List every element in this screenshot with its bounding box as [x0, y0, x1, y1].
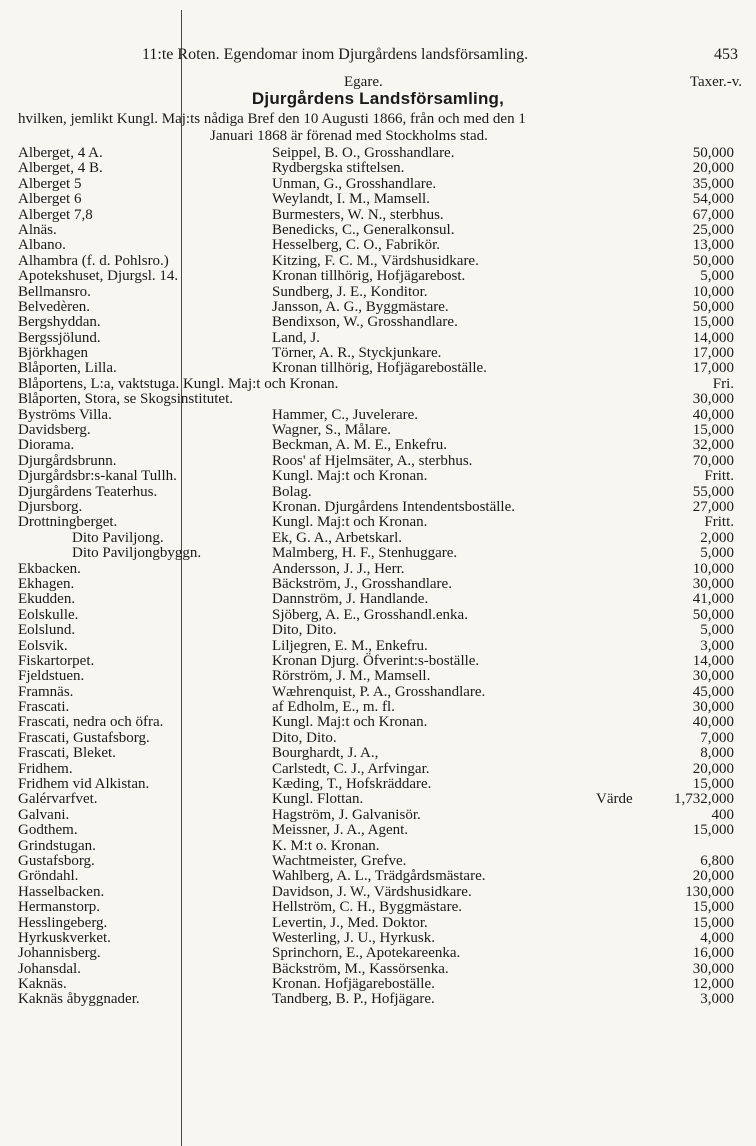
- property-name: Frascati, Gustafsborg.: [18, 729, 150, 746]
- owner-name: Levertin, J., Med. Doktor.: [272, 914, 428, 931]
- list-item: [0, 423, 756, 438]
- tax-value: 3,000: [700, 991, 734, 1008]
- property-name: Eolslund.: [18, 622, 76, 639]
- owner-name: Kungl. Maj:t och Kronan.: [272, 468, 428, 485]
- tax-value: 67,000: [692, 206, 734, 223]
- list-item: [0, 438, 756, 453]
- list-item: [0, 177, 756, 192]
- tax-value: 17,000: [692, 345, 734, 362]
- owner-name: Westerling, J. U., Hyrkusk.: [272, 929, 435, 946]
- tax-value: 54,000: [692, 191, 734, 208]
- owner-name: Roos' af Hjelmsäter, A., sterbhus.: [272, 452, 473, 469]
- property-name: Ekudden.: [18, 591, 76, 608]
- tax-value: 12,000: [692, 976, 734, 993]
- property-name: Galérvarfvet.: [18, 791, 98, 808]
- tax-value: 15,000: [692, 776, 734, 793]
- property-name: Gröndahl.: [18, 868, 79, 885]
- list-item: [0, 623, 756, 638]
- owner-name: Rörström, J. M., Mamsell.: [272, 668, 431, 685]
- property-name: Alberget 6: [18, 191, 82, 208]
- list-item: [0, 746, 756, 761]
- tax-value: 30,000: [692, 699, 734, 716]
- list-item: [0, 608, 756, 623]
- list-item: [0, 408, 756, 423]
- tax-value: 13,000: [692, 237, 734, 254]
- property-name: Alberget, 4 B.: [18, 160, 103, 177]
- tax-value: 50,000: [692, 606, 734, 623]
- tax-value: 30,000: [692, 668, 734, 685]
- list-item: [0, 654, 756, 669]
- owner-name: Kungl. Flottan.: [272, 791, 364, 808]
- tax-value: 1,732,000: [674, 791, 734, 808]
- tax-value: 35,000: [692, 175, 734, 192]
- property-name: Dito Paviljongbyggn.: [72, 545, 202, 562]
- running-head: [142, 46, 738, 68]
- property-name: Byströms Villa.: [18, 406, 112, 423]
- tax-value: 20,000: [692, 760, 734, 777]
- list-item: [0, 762, 756, 777]
- owner-name: Beckman, A. M. E., Enkefru.: [272, 437, 447, 454]
- owner-name: Hellström, C. H., Byggmästare.: [272, 899, 462, 916]
- owner-name: Hesselberg, C. O., Fabrikör.: [272, 237, 441, 254]
- property-name: Kaknäs åbyggnader.: [18, 991, 140, 1008]
- property-name: Alhambra (f. d. Pohlsro.): [18, 252, 169, 269]
- owner-name: Bourghardt, J. A.,: [272, 745, 379, 762]
- property-name: Blåportens, L:a, vaktstuga. Kungl. Maj:t och Kronan.: [18, 375, 339, 392]
- owner-name: Weylandt, I. M., Mamsell.: [272, 191, 430, 208]
- owner-name: Dito, Dito.: [272, 622, 337, 639]
- property-name: Galvani.: [18, 806, 70, 823]
- tax-value: 5,000: [700, 268, 734, 285]
- property-name: Frascati.: [18, 699, 70, 716]
- owner-name: Burmesters, W. N., sterbhus.: [272, 206, 444, 223]
- owner-name: Wagner, S., Målare.: [272, 422, 391, 439]
- owner-name: Malmberg, H. F., Stenhuggare.: [272, 545, 458, 562]
- tax-value: 5,000: [700, 622, 734, 639]
- running-head-title: 11:te Roten. Egendomar inom Djurgårdens landsförsamling.: [142, 46, 529, 63]
- tax-value: 14,000: [692, 652, 734, 669]
- tax-value: 3,000: [700, 637, 734, 654]
- property-name: Bergssjölund.: [18, 329, 101, 346]
- list-item: [0, 377, 756, 392]
- list-item: [0, 562, 756, 577]
- list-item: [0, 839, 756, 854]
- property-name: Djurgårdsbrunn.: [18, 452, 117, 469]
- value-note: Värde: [596, 791, 633, 808]
- property-name: Bergshyddan.: [18, 314, 101, 331]
- tax-value: 20,000: [692, 868, 734, 885]
- tax-value: 14,000: [692, 329, 734, 346]
- property-name: Frascati, nedra och öfra.: [18, 714, 164, 731]
- list-item: [0, 639, 756, 654]
- owner-column-heading: Egare.: [344, 74, 383, 90]
- tax-value: 27,000: [692, 498, 734, 515]
- owner-name: Sundberg, J. E., Konditor.: [272, 283, 428, 300]
- list-item: [0, 315, 756, 330]
- tax-value: 30,000: [692, 391, 734, 408]
- tax-value: 17,000: [692, 360, 734, 377]
- list-item: [0, 977, 756, 992]
- list-item: [0, 146, 756, 161]
- tax-value: Fri.: [712, 375, 734, 392]
- section-title: Djurgårdens Landsförsamling,: [251, 89, 505, 108]
- owner-name: K. M:t o. Kronan.: [272, 837, 380, 854]
- tax-value: 10,000: [692, 283, 734, 300]
- owner-name: Wæhrenquist, P. A., Grosshandlare.: [272, 683, 486, 700]
- list-item: [0, 931, 756, 946]
- owner-name: Benedicks, C., Generalkonsul.: [272, 221, 455, 238]
- owner-name: Rydbergska stiftelsen.: [272, 160, 405, 177]
- property-name: Kaknäs.: [18, 976, 67, 993]
- section-intro: [18, 111, 738, 145]
- list-item: [0, 854, 756, 869]
- property-name: Drottningberget.: [18, 514, 118, 531]
- property-name: Frascati, Bleket.: [18, 745, 116, 762]
- tax-value: 25,000: [692, 221, 734, 238]
- owner-name: Kronan. Djurgårdens Intendentsboställe.: [272, 498, 515, 515]
- list-item: [0, 361, 756, 376]
- tax-value: Fritt.: [704, 468, 734, 485]
- owner-name: Kungl. Maj:t och Kronan.: [272, 714, 428, 731]
- property-name: Alberget 7,8: [18, 206, 93, 223]
- list-item: [0, 808, 756, 823]
- owner-name: Dannström, J. Handlande.: [272, 591, 429, 608]
- owner-name: Andersson, J. J., Herr.: [272, 560, 405, 577]
- tax-value: 130,000: [685, 883, 734, 900]
- list-item: [0, 254, 756, 269]
- tax-value: 41,000: [692, 591, 734, 608]
- property-name: Blåporten, Lilla.: [18, 360, 117, 377]
- owner-name: Liljegren, E. M., Enkefru.: [272, 637, 428, 654]
- tax-value: 70,000: [692, 452, 734, 469]
- list-item: [0, 346, 756, 361]
- property-name: Framnäs.: [18, 683, 74, 700]
- tax-value: 5,000: [700, 545, 734, 562]
- owner-name: Jansson, A. G., Byggmästare.: [272, 298, 449, 315]
- property-name: Alberget 5: [18, 175, 82, 192]
- tax-value: 50,000: [692, 145, 734, 161]
- property-name: Dito Paviljong.: [72, 529, 164, 546]
- tax-value: 15,000: [692, 899, 734, 916]
- tax-value: 8,000: [700, 745, 734, 762]
- property-name: Björkhagen: [18, 345, 88, 362]
- property-name: Bellmansro.: [18, 283, 91, 300]
- list-item: [0, 669, 756, 684]
- owner-name: Kronan. Hofjägareboställe.: [272, 976, 435, 993]
- list-item: [0, 500, 756, 515]
- tax-value: 40,000: [692, 714, 734, 731]
- property-name: Diorama.: [18, 437, 75, 454]
- property-name: Hasselbacken.: [18, 883, 105, 900]
- owner-name: Tandberg, B. P., Hofjägare.: [272, 991, 435, 1008]
- list-item: [0, 469, 756, 484]
- list-item: [0, 208, 756, 223]
- owner-name: af Edholm, E., m. fl.: [272, 699, 395, 716]
- section-intro-line-2: Januari 1868 är förenad med Stockholms stad.: [210, 128, 488, 144]
- tax-value: 30,000: [692, 960, 734, 977]
- owner-name: Kungl. Maj:t och Kronan.: [272, 514, 428, 531]
- owner-name: Land, J.: [272, 329, 320, 346]
- property-name: Hermanstorp.: [18, 899, 101, 916]
- list-item: [0, 285, 756, 300]
- owner-name: Kronan tillhörig, Hofjägareboställe.: [272, 360, 487, 377]
- list-item: [0, 715, 756, 730]
- tax-value: 15,000: [692, 914, 734, 931]
- owner-name: Dito, Dito.: [272, 729, 337, 746]
- owner-name: Seippel, B. O., Grosshandlare.: [272, 145, 455, 161]
- tax-value: 50,000: [692, 252, 734, 269]
- owner-name: Ek, G. A., Arbetskarl.: [272, 529, 402, 546]
- property-name: Belvedèren.: [18, 298, 91, 315]
- tax-value: 4,000: [700, 929, 734, 946]
- tax-value: Fritt.: [704, 514, 734, 531]
- owner-name: Hammer, C., Juvelerare.: [272, 406, 419, 423]
- list-item: [0, 777, 756, 792]
- owner-name: Bendixson, W., Grosshandlare.: [272, 314, 458, 331]
- list-item: [0, 592, 756, 607]
- owner-name: Kitzing, F. C. M., Värdshusidkare.: [272, 252, 479, 269]
- list-item: [0, 946, 756, 961]
- property-list: [0, 146, 756, 1008]
- list-item: [0, 485, 756, 500]
- tax-value: 400: [711, 806, 734, 823]
- tax-value: 55,000: [692, 483, 734, 500]
- list-item: [0, 238, 756, 253]
- property-name: Grindstugan.: [18, 837, 96, 854]
- owner-name: Meissner, J. A., Agent.: [272, 822, 409, 839]
- list-item: [0, 685, 756, 700]
- tax-value: 15,000: [692, 422, 734, 439]
- property-name: Djurgårdens Teaterhus.: [18, 483, 158, 500]
- property-name: Gustafsborg.: [18, 852, 95, 869]
- property-name: Fjeldstuen.: [18, 668, 85, 685]
- list-item: [0, 454, 756, 469]
- tax-column-heading: Taxer.-v.: [689, 74, 742, 90]
- list-item: [0, 916, 756, 931]
- list-item: [0, 223, 756, 238]
- owner-name: Bäckström, M., Kassörsenka.: [272, 960, 449, 977]
- property-name: Alberget, 4 A.: [18, 145, 103, 161]
- tax-value: 32,000: [692, 437, 734, 454]
- list-item: [0, 531, 756, 546]
- owner-name: Carlstedt, C. J., Arfvingar.: [272, 760, 430, 777]
- tax-value: 40,000: [692, 406, 734, 423]
- tax-value: 45,000: [692, 683, 734, 700]
- tax-value: 6,800: [700, 852, 734, 869]
- property-name: Fridhem vid Alkistan.: [18, 776, 150, 793]
- list-item: [0, 962, 756, 977]
- tax-value: 50,000: [692, 298, 734, 315]
- list-item: [0, 700, 756, 715]
- owner-name: Sjöberg, A. E., Grosshandl.enka.: [272, 606, 468, 623]
- owner-name: Unman, G., Grosshandlare.: [272, 175, 437, 192]
- owner-name: Bolag.: [272, 483, 312, 500]
- list-item: [0, 900, 756, 915]
- section-intro-line-1: hvilken, jemlikt Kungl. Maj:ts nådiga Bref den 10 Augusti 1866, från och med den 1: [18, 111, 526, 127]
- property-name: Alnäs.: [18, 221, 57, 238]
- list-item: [0, 992, 756, 1007]
- owner-name: Bäckström, J., Grosshandlare.: [272, 575, 452, 592]
- list-item: [0, 192, 756, 207]
- page-number: 453: [714, 46, 738, 63]
- tax-value: 7,000: [700, 729, 734, 746]
- tax-value: 2,000: [700, 529, 734, 546]
- property-name: Davidsberg.: [18, 422, 91, 439]
- property-name: Djursborg.: [18, 498, 83, 515]
- property-name: Albano.: [18, 237, 66, 254]
- owner-name: Kæding, T., Hofskräddare.: [272, 776, 432, 793]
- property-name: Godthem.: [18, 822, 78, 839]
- property-name: Hesslingeberg.: [18, 914, 108, 931]
- property-name: Apotekshuset, Djurgsl. 14.: [18, 268, 179, 285]
- list-item: [0, 869, 756, 884]
- tax-value: 10,000: [692, 560, 734, 577]
- owner-name: Davidson, J. W., Värdshusidkare.: [272, 883, 472, 900]
- tax-value: 15,000: [692, 822, 734, 839]
- property-name: Eolskulle.: [18, 606, 79, 623]
- property-name: Johannisberg.: [18, 945, 101, 962]
- list-item: [0, 546, 756, 561]
- list-item: [0, 823, 756, 838]
- owner-name: Wahlberg, A. L., Trädgårdsmästare.: [272, 868, 486, 885]
- list-item: [0, 269, 756, 284]
- list-item: [0, 792, 756, 807]
- owner-name: Kronan Djurg. Öfverint:s-boställe.: [272, 652, 480, 669]
- property-name: Fiskartorpet.: [18, 652, 95, 669]
- list-item: [0, 885, 756, 900]
- property-name: Djurgårdsbr:s-kanal Tullh.: [18, 468, 177, 485]
- property-name: Eolsvik.: [18, 637, 68, 654]
- list-item: [0, 392, 756, 407]
- property-name: Fridhem.: [18, 760, 73, 777]
- property-name: Ekbacken.: [18, 560, 81, 577]
- list-item: [0, 577, 756, 592]
- list-item: [0, 161, 756, 176]
- tax-value: 30,000: [692, 575, 734, 592]
- property-name: Johansdal.: [18, 960, 81, 977]
- list-item: [0, 331, 756, 346]
- owner-name: Kronan tillhörig, Hofjägarebost.: [272, 268, 466, 285]
- list-item: [0, 300, 756, 315]
- owner-name: Wachtmeister, Grefve.: [272, 852, 407, 869]
- property-name: Hyrkuskverket.: [18, 929, 111, 946]
- property-name: Blåporten, Stora, se Skogsinstitutet.: [18, 391, 233, 408]
- owner-name: Törner, A. R., Styckjunkare.: [272, 345, 442, 362]
- tax-value: 15,000: [692, 314, 734, 331]
- list-item: [0, 515, 756, 530]
- owner-name: Hagström, J. Galvanisör.: [272, 806, 421, 823]
- tax-value: 16,000: [692, 945, 734, 962]
- property-name: Ekhagen.: [18, 575, 75, 592]
- owner-name: Sprinchorn, E., Apotekareenka.: [272, 945, 461, 962]
- tax-value: 20,000: [692, 160, 734, 177]
- list-item: [0, 731, 756, 746]
